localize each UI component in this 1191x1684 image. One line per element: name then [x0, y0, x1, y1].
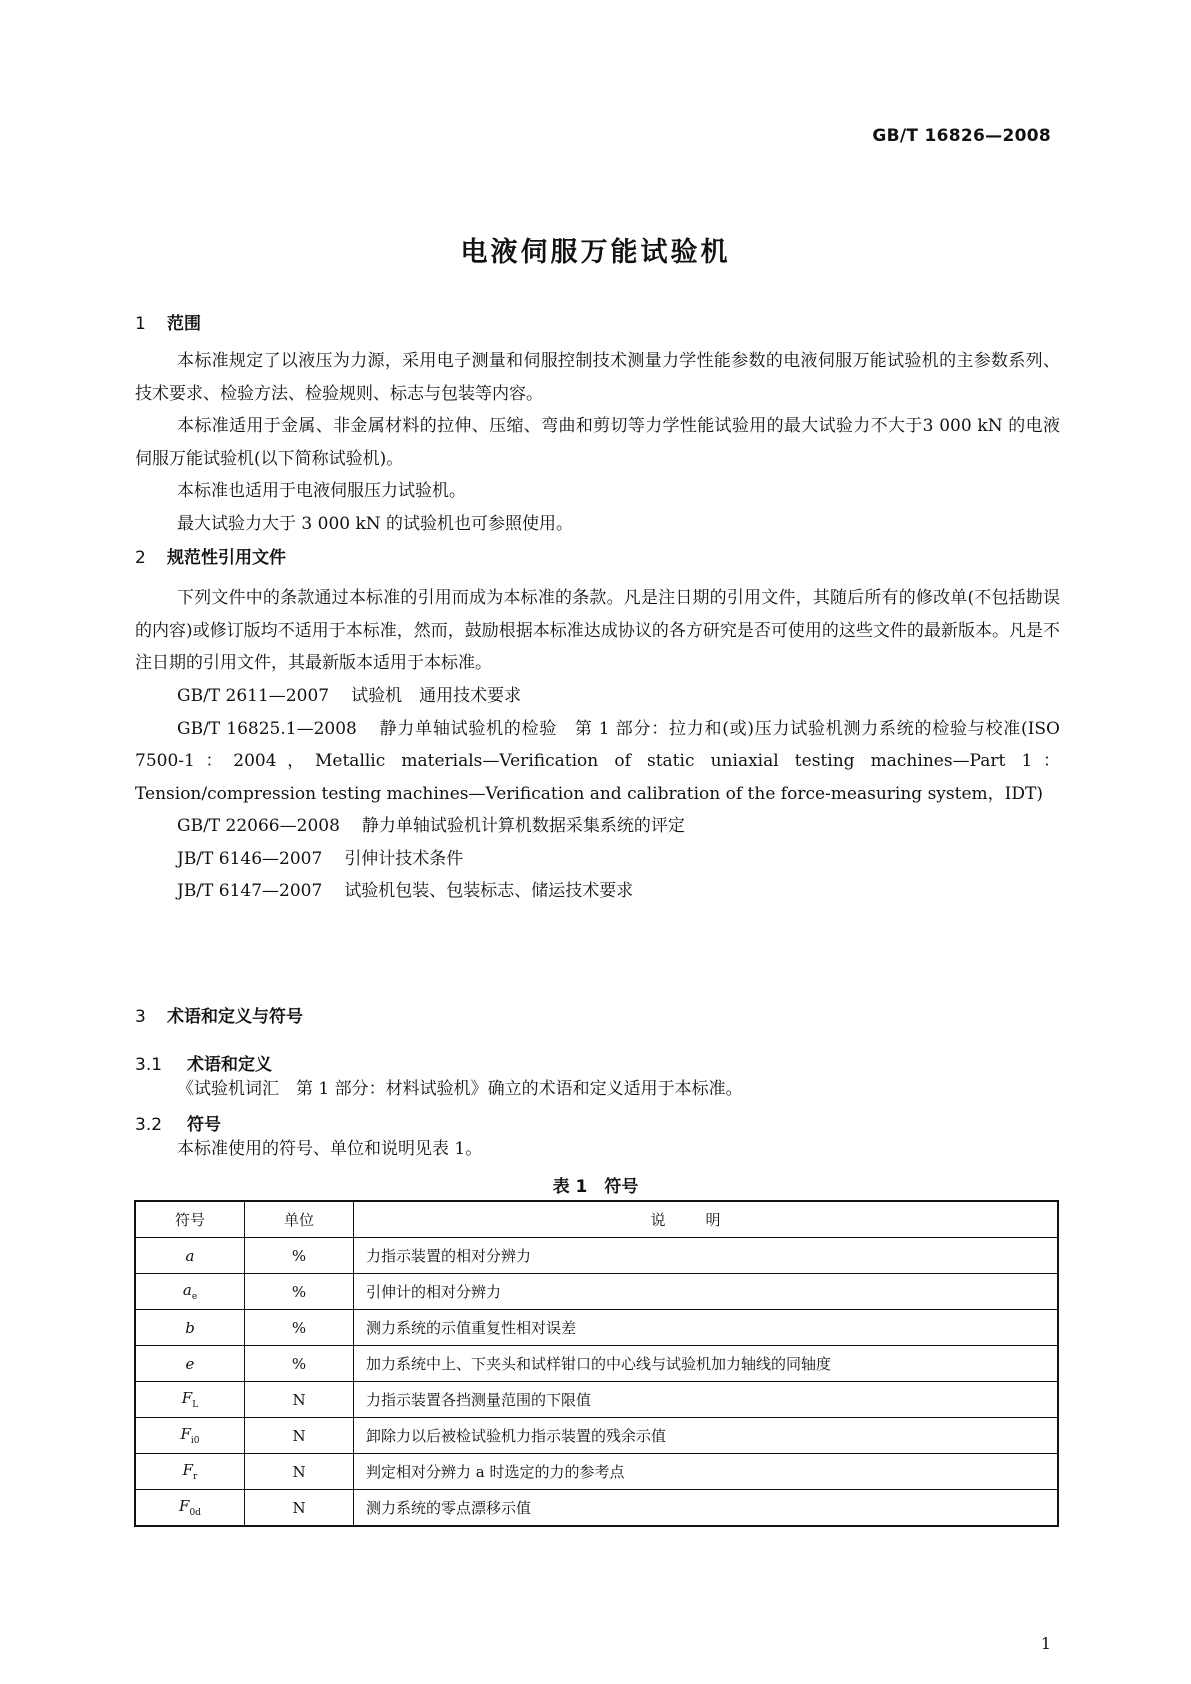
symbol-letter: b: [185, 1318, 195, 1337]
symbol-letter: F: [181, 1389, 193, 1407]
paragraph: 最大试验力大于 3 000 kN 的试验机也可参照使用。: [177, 513, 574, 534]
document-title: 电液伺服万能试验机: [460, 237, 731, 268]
section-title: 术语和定义与符号: [167, 1007, 303, 1027]
symbols-table: [134, 1200, 1059, 1527]
reference-title: 静力单轴试验机计算机数据采集系统的评定: [361, 816, 685, 836]
section-3-heading: [135, 1002, 303, 1027]
section-number: 3.1: [135, 1055, 163, 1075]
cell-description: 测力系统的示值重复性相对误差: [354, 1310, 1059, 1346]
section-2-intro: [135, 582, 1060, 680]
symbol-letter: a: [182, 1281, 192, 1299]
table-header-row: [135, 1201, 1058, 1238]
reference-title: 试验机 通用技术要求: [351, 686, 522, 706]
reference-item: [135, 843, 1060, 876]
reference-item: [135, 875, 1060, 908]
table-row: [135, 1274, 1058, 1310]
cell-symbol: [135, 1310, 245, 1346]
cell-description: 力指示装置的相对分辨力: [354, 1238, 1059, 1274]
symbol-letter: F: [179, 1497, 190, 1515]
symbol-letter: F: [182, 1461, 194, 1479]
section-3-1-body: [135, 1073, 1060, 1106]
symbol-subscript: r: [193, 1472, 198, 1482]
symbol-letter: F: [180, 1425, 191, 1443]
table-row: [135, 1418, 1058, 1454]
header-description: 说明: [354, 1201, 1059, 1238]
cell-description: 卸除力以后被检试验机力指示装置的残余示值: [354, 1418, 1059, 1454]
section-title: 规范性引用文件: [167, 548, 286, 568]
reference-code: JB/T 6146—2007: [177, 848, 323, 869]
section-number: 3: [135, 1007, 146, 1027]
reference-code: GB/T 16825.1—2008: [177, 718, 357, 739]
cell-description: 判定相对分辨力 a 时选定的力的参考点: [354, 1454, 1059, 1490]
reference-title: 试验机包装、包装标志、储运技术要求: [344, 881, 634, 901]
table-row: [135, 1238, 1058, 1274]
section-3-2-body: [135, 1133, 1060, 1166]
cell-unit: N: [245, 1490, 354, 1527]
cell-symbol: [135, 1418, 245, 1454]
cell-unit: %: [245, 1346, 354, 1382]
section-2-heading: [135, 543, 286, 568]
reference-code: GB/T 2611—2007: [177, 686, 330, 706]
reference-title: 静力单轴试验机的检验 第 1 部分：拉力和(或)压力试验机测力系统的检验与校准(ISO 7500-1：2004，Metallic materials—Verification of static uniaxial testing machines—Part 1：Tension/compression testing machines—Verification and calibration of the force-measuring system，IDT): [135, 718, 1060, 804]
section-1-heading: [135, 309, 201, 334]
cell-symbol: [135, 1346, 245, 1382]
paragraph: 本标准使用的符号、单位和说明见表 1。: [177, 1139, 483, 1159]
symbol-subscript: i0: [190, 1436, 200, 1446]
symbol-subscript: e: [191, 1292, 198, 1302]
symbol-letter: e: [185, 1354, 195, 1373]
section-number: 1: [135, 314, 146, 334]
table-row: [135, 1490, 1058, 1527]
paragraph: 《试验机词汇 第 1 部分：材料试验机》确立的术语和定义适用于本标准。: [177, 1079, 743, 1099]
paragraph: 本标准也适用于电液伺服压力试验机。: [177, 481, 466, 501]
cell-description: 力指示装置各挡测量范围的下限值: [354, 1382, 1059, 1418]
cell-unit: N: [245, 1418, 354, 1454]
paragraph: 本标准适用于金属、非金属材料的拉伸、压缩、弯曲和剪切等力学性能试验用的最大试验力不大于3 000 kN 的电液伺服万能试验机(以下简称试验机)。: [135, 416, 1060, 469]
reference-list: [135, 680, 1060, 908]
paragraph: 本标准规定了以液压为力源，采用电子测量和伺服控制技术测量力学性能参数的电液伺服万能试验机的主参数系列、技术要求、检验方法、检验规则、标志与包装等内容。: [135, 351, 1060, 404]
cell-unit: %: [245, 1274, 354, 1310]
cell-unit: N: [245, 1454, 354, 1490]
cell-symbol: [135, 1274, 245, 1310]
reference-item: [135, 680, 1060, 713]
table-row: [135, 1454, 1058, 1490]
cell-symbol: [135, 1238, 245, 1274]
page-number: 1: [1040, 1634, 1051, 1653]
table-row: [135, 1382, 1058, 1418]
cell-description: 测力系统的零点漂移示值: [354, 1490, 1059, 1527]
section-title: 术语和定义: [187, 1055, 272, 1075]
cell-unit: %: [245, 1238, 354, 1274]
section-number: 2: [135, 548, 146, 568]
cell-unit: %: [245, 1310, 354, 1346]
reference-item: [135, 810, 1060, 843]
section-number: 3.2: [135, 1115, 163, 1135]
cell-description: 加力系统中上、下夹头和试样钳口的中心线与试验机加力轴线的同轴度: [354, 1346, 1059, 1382]
section-1-body: [135, 345, 1060, 540]
cell-symbol: [135, 1490, 245, 1527]
cell-description: 引伸计的相对分辨力: [354, 1274, 1059, 1310]
paragraph: 下列文件中的条款通过本标准的引用而成为本标准的条款。凡是注日期的引用文件，其随后所有的修改单(不包括勘误的内容)或修订版均不适用于本标准，然而，鼓励根据本标准达成协议的各方研究是否可使用的这些文件的最新版本。凡是不注日期的引用文件，其最新版本适用于本标准。: [135, 588, 1060, 673]
symbol-letter: a: [185, 1246, 195, 1265]
cell-symbol: [135, 1454, 245, 1490]
section-title: 符号: [187, 1115, 221, 1135]
table-row: [135, 1310, 1058, 1346]
table-caption: 表 1 符号: [552, 1177, 639, 1197]
reference-code: JB/T 6147—2007: [177, 881, 323, 901]
symbol-subscript: 0d: [189, 1508, 201, 1518]
reference-code: GB/T 22066—2008: [177, 816, 340, 836]
section-3-1-heading: [135, 1050, 272, 1075]
header-unit: 单位: [245, 1201, 354, 1238]
section-title: 范围: [167, 314, 201, 334]
cell-symbol: [135, 1382, 245, 1418]
table-body: [135, 1238, 1058, 1527]
cell-unit: N: [245, 1382, 354, 1418]
header-symbol: 符号: [135, 1201, 245, 1238]
section-3-2-heading: [135, 1110, 221, 1135]
standard-number: GB/T 16826—2008: [872, 126, 1051, 146]
table-row: [135, 1346, 1058, 1382]
symbol-subscript: L: [192, 1400, 199, 1410]
reference-item: [135, 713, 1060, 811]
reference-title: 引伸计技术条件: [344, 848, 464, 869]
